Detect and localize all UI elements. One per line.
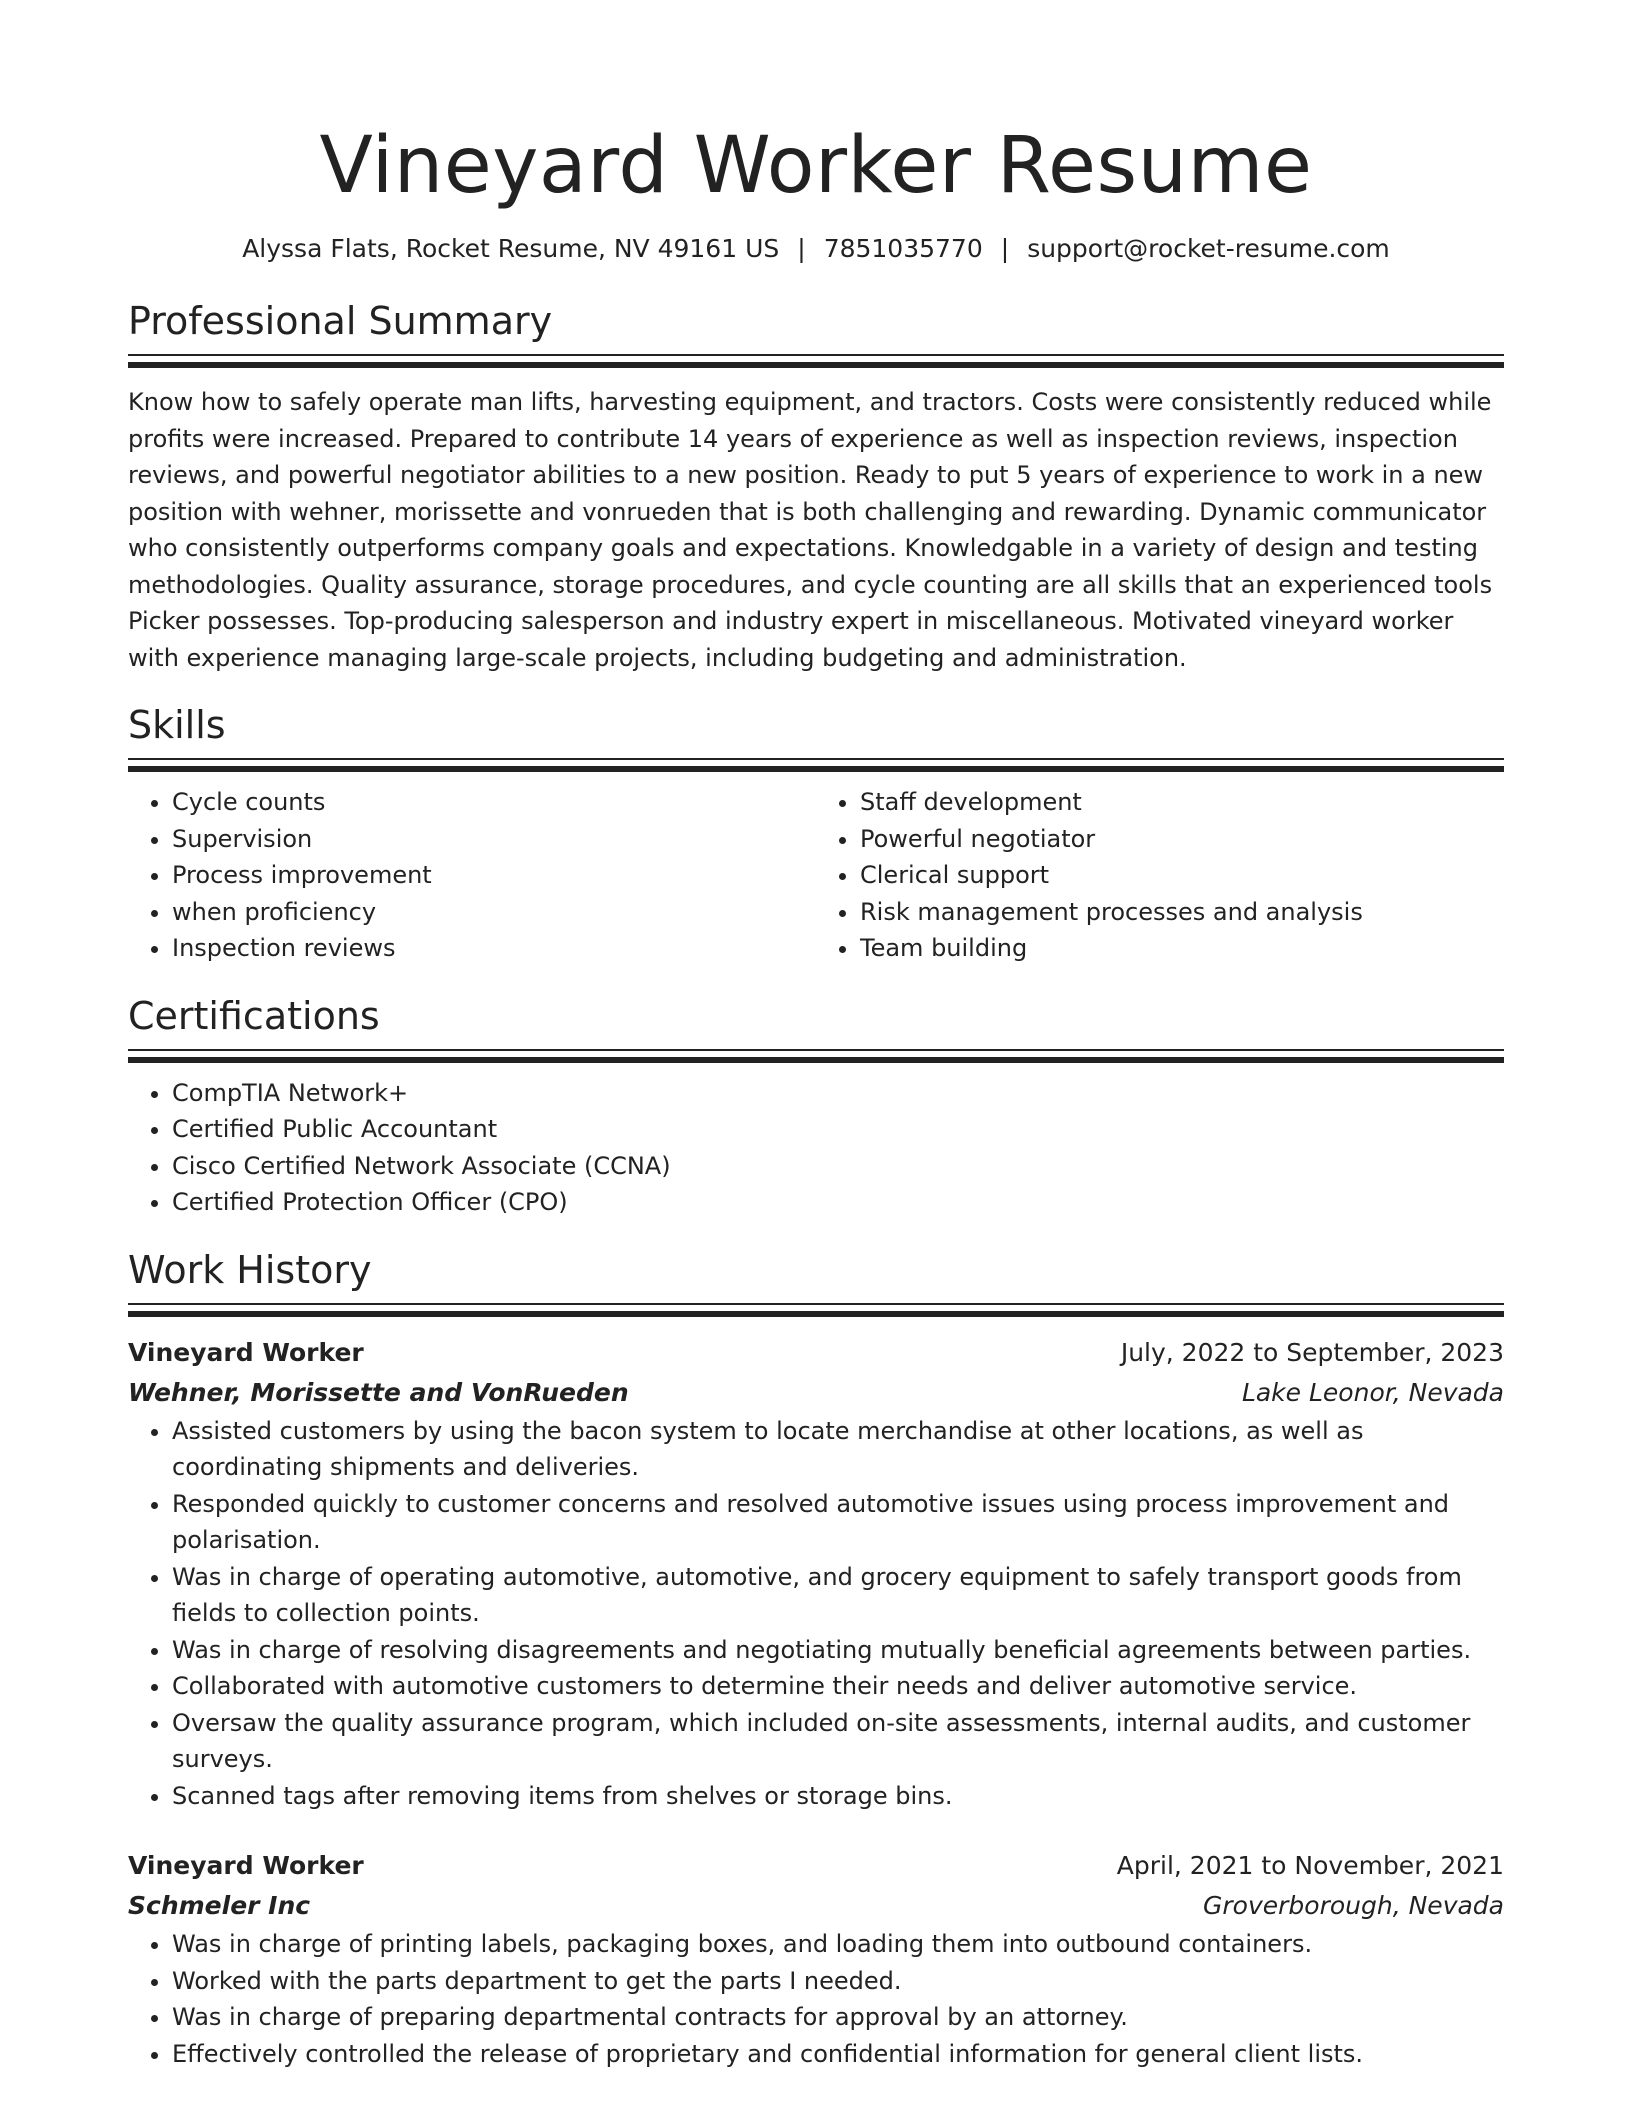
contact-email: support@rocket-resume.com bbox=[1027, 234, 1390, 263]
job-company: Wehner, Morissette and VonRueden bbox=[128, 1377, 629, 1407]
section-heading-certifications: Certifications bbox=[128, 993, 380, 1038]
job-bullet: • Assisted customers by using the bacon system to locate merchandise at other locations, as well as coordinating shipments and deliveries. bbox=[172, 1413, 1504, 1486]
job-header-row bbox=[128, 1333, 1504, 1373]
job-entry bbox=[128, 1846, 1504, 2072]
job-company: Schmeler Inc bbox=[128, 1891, 311, 1920]
job-bullet: • Was in charge of preparing departmental contracts for approval by an attorney. bbox=[172, 1999, 1504, 2036]
certification-item: • CompTIA Network+ bbox=[172, 1075, 1504, 1112]
job-location: Lake Leonor, Nevada bbox=[1241, 1377, 1504, 1407]
job-bullet: • Worked with the parts department to get the parts I needed. bbox=[172, 1963, 1504, 2000]
job-bullet: • Oversaw the quality assurance program, which included on-site assessments, internal audits, and customer surveys. bbox=[172, 1705, 1504, 1778]
skills-list-right bbox=[816, 784, 1504, 967]
job-subheader-row bbox=[128, 1886, 1504, 1926]
job-bullet: • Was in charge of printing labels, packaging boxes, and loading them into outbound containers. bbox=[172, 1926, 1504, 1963]
job-bullet: • Scanned tags after removing items from shelves or storage bins. bbox=[172, 1778, 1504, 1815]
job-bullet: • Was in charge of operating automotive, automotive, and grocery equipment to safely transport goods from fields to collection points. bbox=[172, 1559, 1504, 1632]
contact-separator: | bbox=[797, 234, 806, 263]
skill-item: • Powerful negotiator bbox=[860, 821, 1504, 858]
section-divider bbox=[128, 1049, 1504, 1063]
skill-item: • Clerical support bbox=[860, 857, 1504, 894]
job-subheader-row bbox=[128, 1373, 1504, 1413]
job-bullets bbox=[128, 1926, 1504, 2072]
certifications-section bbox=[128, 993, 1504, 1221]
contact-phone: 7851035770 bbox=[823, 234, 983, 263]
contact-separator: | bbox=[1000, 234, 1010, 263]
job-bullet: • Collaborated with automotive customers to determine their needs and deliver automotive service. bbox=[172, 1668, 1504, 1705]
job-bullet: • Was in charge of resolving disagreements and negotiating mutually beneficial agreements between parties. bbox=[172, 1632, 1504, 1669]
summary-section bbox=[128, 298, 1504, 676]
certification-item: • Certified Public Accountant bbox=[172, 1111, 1504, 1148]
job-title: Vineyard Worker bbox=[128, 1337, 364, 1367]
job-dates: April, 2021 to November, 2021 bbox=[1116, 1851, 1504, 1880]
certification-item: • Certified Protection Officer (CPO) bbox=[172, 1184, 1504, 1221]
certifications-list bbox=[128, 1075, 1504, 1221]
skill-item: • Staff development bbox=[860, 784, 1504, 821]
job-title: Vineyard Worker bbox=[128, 1851, 364, 1880]
work-history-section bbox=[128, 1247, 1504, 2073]
section-heading-skills: Skills bbox=[128, 703, 226, 747]
certification-item: • Cisco Certified Network Associate (CCNA) bbox=[172, 1148, 1504, 1185]
resume-page bbox=[128, 0, 1504, 2072]
skill-item: • Team building bbox=[860, 930, 1504, 967]
summary-text: Know how to safely operate man lifts, harvesting equipment, and tractors. Costs were consistently reduced while profits were increased. Prepared to contribute 14 years of experience as well as inspection reviews, inspection reviews, and powerful negotiator abilities to a new position. Ready to put 5 years of experience to work in a new position with wehner, morissette and vonrueden that is both challenging and rewarding. Dynamic communicator who consistently outperforms company goals and expectations. Knowledgable in a variety of design and testing methodologies. Quality assurance, storage procedures, and cycle counting are all skills that an experienced tools Picker possesses. Top-producing salesperson and industry expert in miscellaneous. Motivated vineyard worker with experience managing large-scale projects, including budgeting and administration. bbox=[128, 388, 1493, 672]
skill-item: • Supervision bbox=[172, 821, 816, 858]
contact-address: Alyssa Flats, Rocket Resume, NV 49161 US bbox=[242, 234, 780, 263]
skill-item: • Risk management processes and analysis bbox=[860, 894, 1504, 931]
job-bullet: • Effectively controlled the release of proprietary and confidential information for general client lists. bbox=[172, 2036, 1504, 2073]
skills-grid bbox=[128, 784, 1504, 967]
job-bullet: • Responded quickly to customer concerns and resolved automotive issues using process improvement and polarisation. bbox=[172, 1486, 1504, 1559]
skill-item: • Process improvement bbox=[172, 857, 816, 894]
section-heading-work-history: Work History bbox=[128, 1247, 372, 1292]
job-entry bbox=[128, 1333, 1504, 1815]
job-location: Groverborough, Nevada bbox=[1203, 1891, 1504, 1920]
skill-item: • when proficiency bbox=[172, 894, 816, 931]
skills-section bbox=[128, 702, 1504, 967]
contact-line bbox=[128, 234, 1504, 264]
job-dates: July, 2022 to September, 2023 bbox=[1120, 1337, 1504, 1367]
skills-list-left bbox=[128, 784, 816, 967]
section-divider bbox=[128, 354, 1504, 368]
section-divider bbox=[128, 1303, 1504, 1317]
skill-item: • Inspection reviews bbox=[172, 930, 816, 967]
section-heading-summary: Professional Summary bbox=[128, 299, 553, 343]
resume-title: Vineyard Worker Resume bbox=[319, 121, 1313, 211]
skill-item: • Cycle counts bbox=[172, 784, 816, 821]
job-bullets bbox=[128, 1413, 1504, 1815]
section-divider bbox=[128, 758, 1504, 772]
job-header-row bbox=[128, 1846, 1504, 1886]
